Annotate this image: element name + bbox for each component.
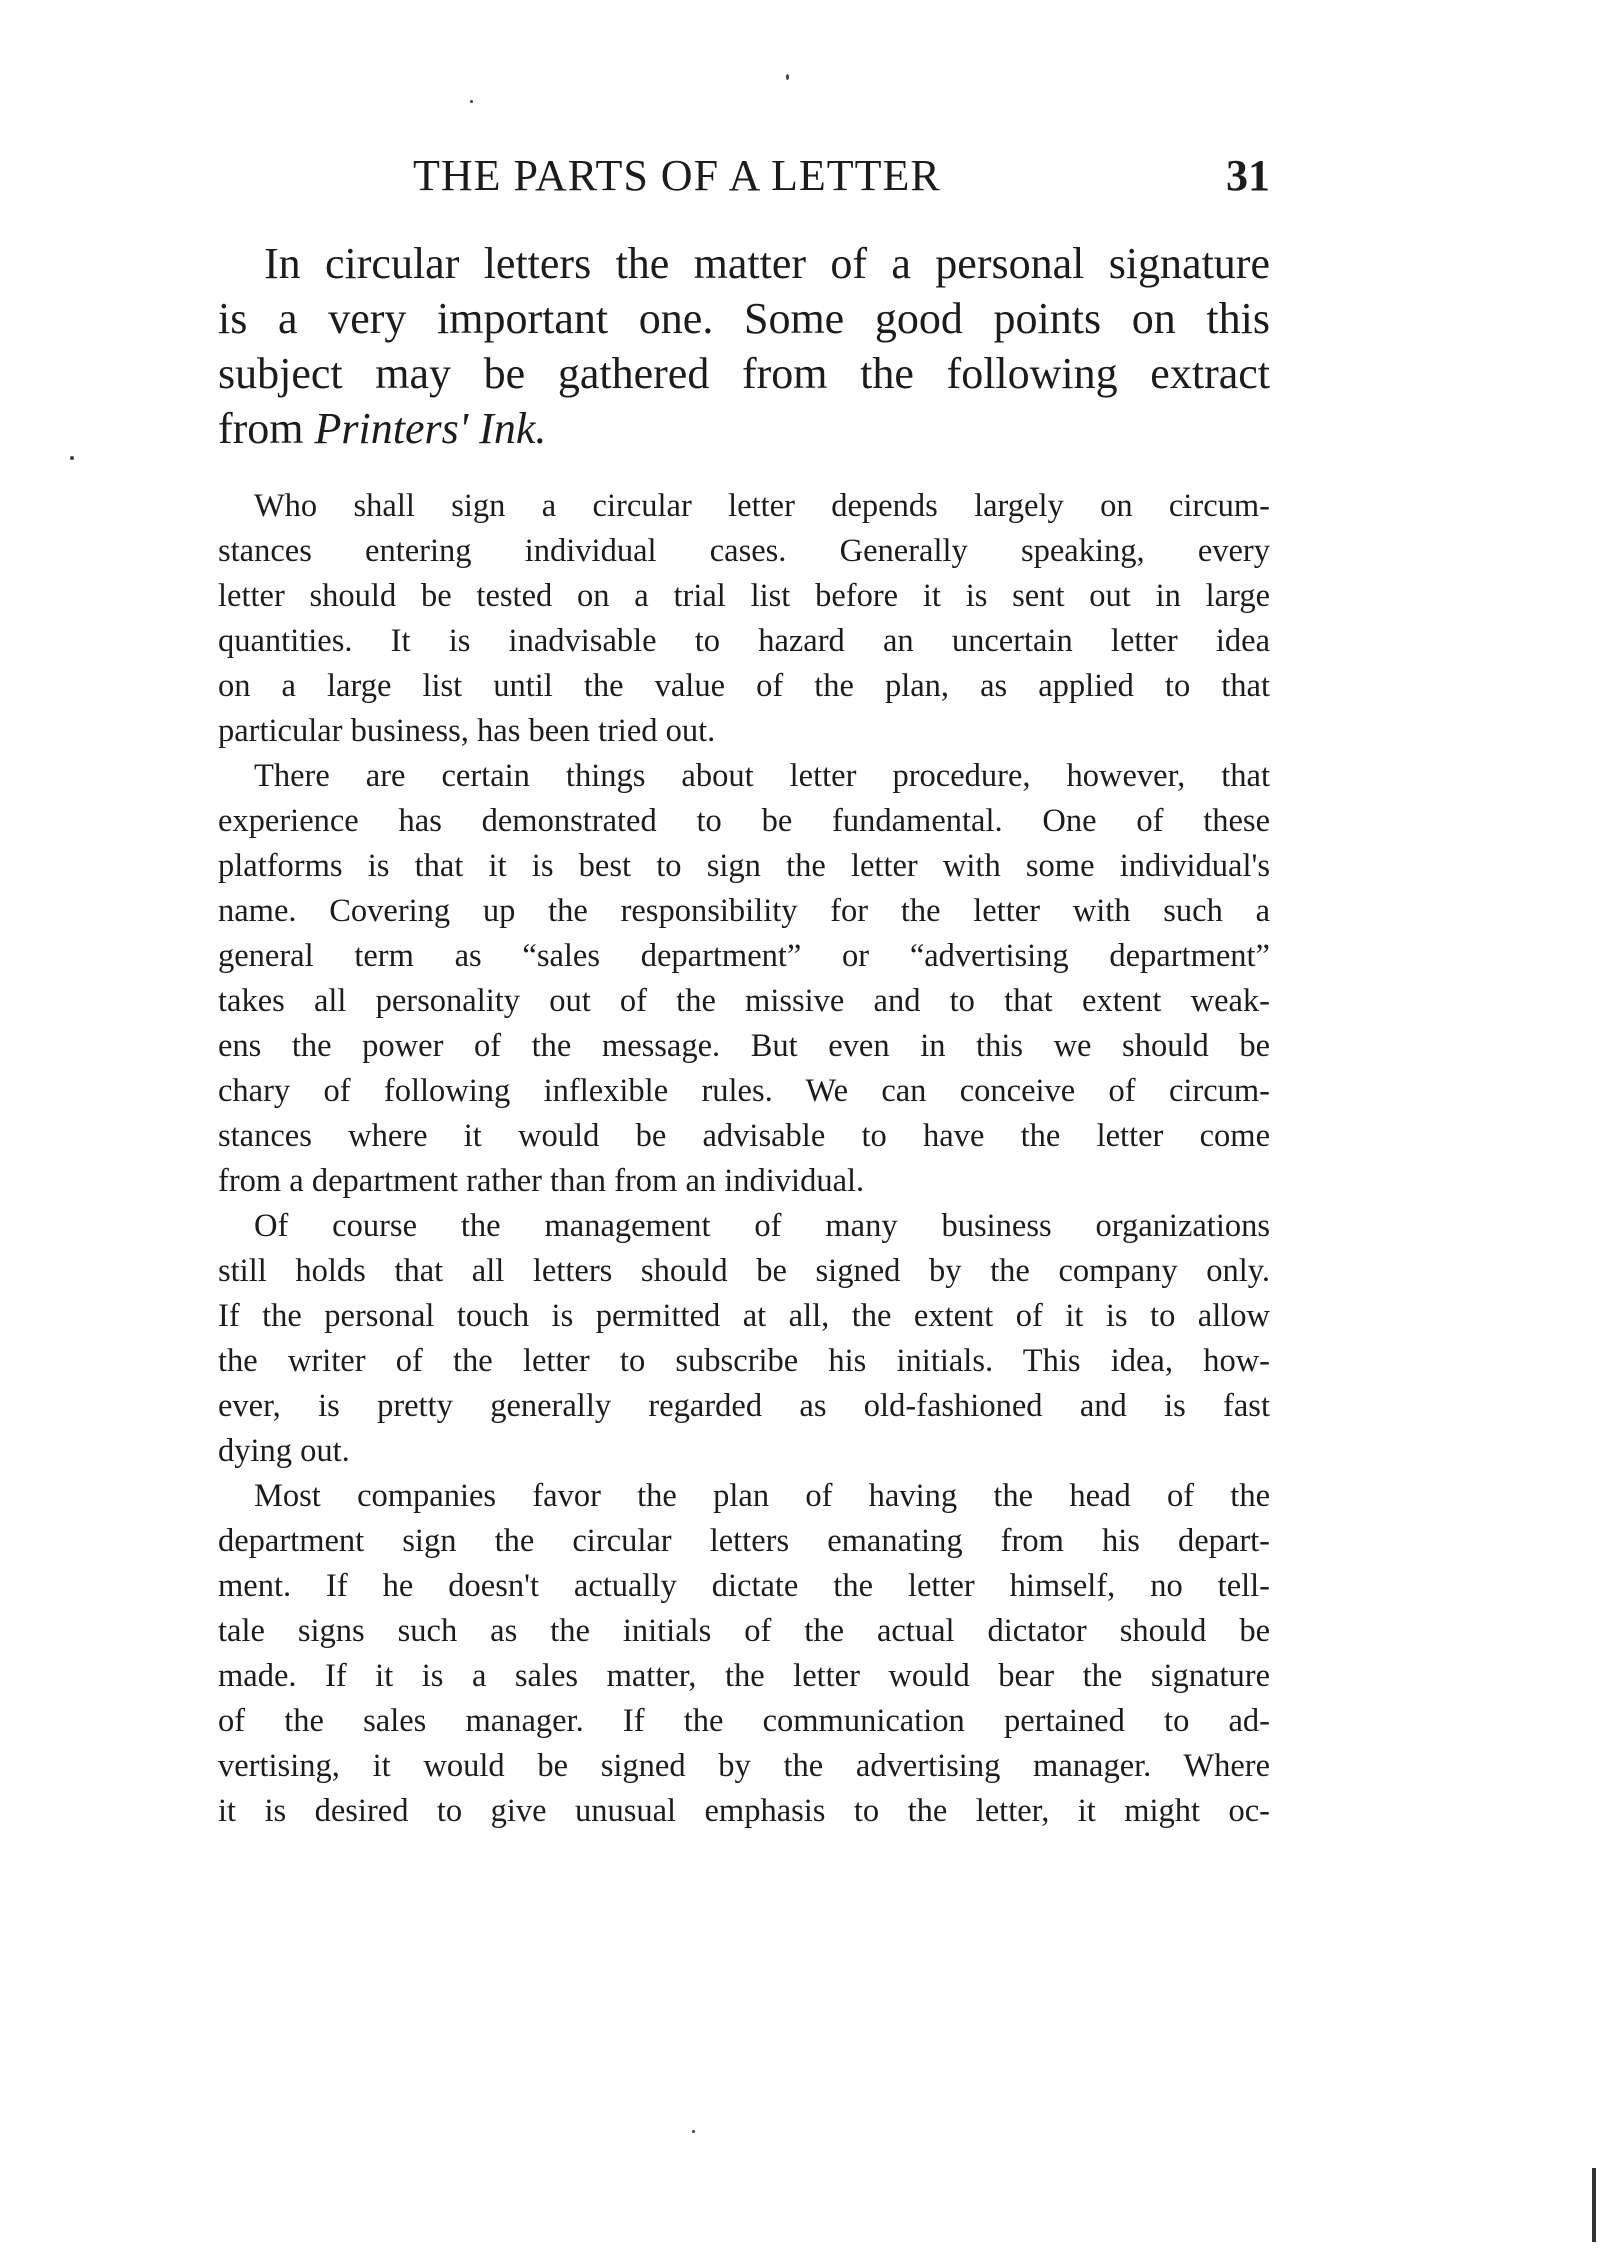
extract-line: on a large list until the value of the plan, as applied to that [218,668,1270,704]
extract-line: dying out. [218,1433,350,1469]
extract-line: chary of following inflexible rules. We can conceive of circum- [218,1073,1270,1109]
extract-paragraph-1 [218,484,1270,754]
extract-line: takes all personality out of the missive and to that extent weak- [218,983,1270,1019]
extract-line: If the personal touch is permitted at all, the extent of it is to allow [218,1298,1270,1334]
extract-paragraph-3 [218,1204,1270,1474]
extract-line: of the sales manager. If the communication pertained to ad- [218,1703,1270,1739]
extract-line: Of course the management of many business organizations [254,1208,1270,1244]
intro-line: In circular letters the matter of a personal signature [264,239,1270,288]
intro-line-text: from [218,404,315,453]
extract-line: experience has demonstrated to be fundamental. One of these [218,803,1270,839]
extract-line: general term as “sales department” or “advertising department” [218,938,1270,974]
extract-line: name. Covering up the responsibility for the letter with such a [218,893,1270,929]
intro-line-final [218,401,1270,456]
extract-line: stances where it would be advisable to have the letter come [218,1118,1270,1154]
scan-edge-mark [1592,2168,1596,2242]
scan-speck [470,100,473,103]
extract-line: quantities. It is inadvisable to hazard an uncertain letter idea [218,623,1270,659]
extract-paragraph-2 [218,754,1270,1204]
extract-line: tale signs such as the initials of the actual dictator should be [218,1613,1270,1649]
scan-speck [70,456,74,460]
extract-line: ever, is pretty generally regarded as old-fashioned and is fast [218,1388,1270,1424]
quoted-extract [218,484,1270,1834]
intro-paragraph [218,236,1270,456]
scan-speck [786,74,789,80]
extract-line: it is desired to give unusual emphasis to the letter, it might oc- [218,1793,1270,1829]
extract-line: from a department rather than from an individual. [218,1163,865,1199]
extract-line: department sign the circular letters emanating from his depart- [218,1523,1270,1559]
extract-line: the writer of the letter to subscribe his initials. This idea, how- [218,1343,1270,1379]
page-header [218,150,1270,210]
scan-speck [692,2130,695,2133]
extract-line: letter should be tested on a trial list before it is sent out in large [218,578,1270,614]
extract-line: There are certain things about letter procedure, however, that [254,758,1270,794]
extract-line: still holds that all letters should be signed by the company only. [218,1253,1270,1289]
page-number: 31 [1226,151,1270,200]
extract-line: ment. If he doesn't actually dictate the letter himself, no tell- [218,1568,1270,1604]
running-head: THE PARTS OF A LETTER [413,151,941,200]
extract-line: Most companies favor the plan of having the head of the [254,1478,1270,1514]
extract-line: stances entering individual cases. Generally speaking, every [218,533,1270,569]
extract-line: particular business, has been tried out. [218,713,716,749]
extract-line: made. If it is a sales matter, the letter would bear the signature [218,1658,1270,1694]
extract-paragraph-4 [218,1474,1270,1834]
extract-line: platforms is that it is best to sign the letter with some individual's [218,848,1270,884]
intro-line: is a very important one. Some good points on this [218,294,1270,343]
extract-line: ens the power of the message. But even in this we should be [218,1028,1270,1064]
intro-line: subject may be gathered from the following extract [218,349,1270,398]
source-title: Printers' Ink. [314,404,547,453]
extract-line: Who shall sign a circular letter depends largely on circum- [254,488,1270,524]
extract-line: vertising, it would be signed by the advertising manager. Where [218,1748,1270,1784]
